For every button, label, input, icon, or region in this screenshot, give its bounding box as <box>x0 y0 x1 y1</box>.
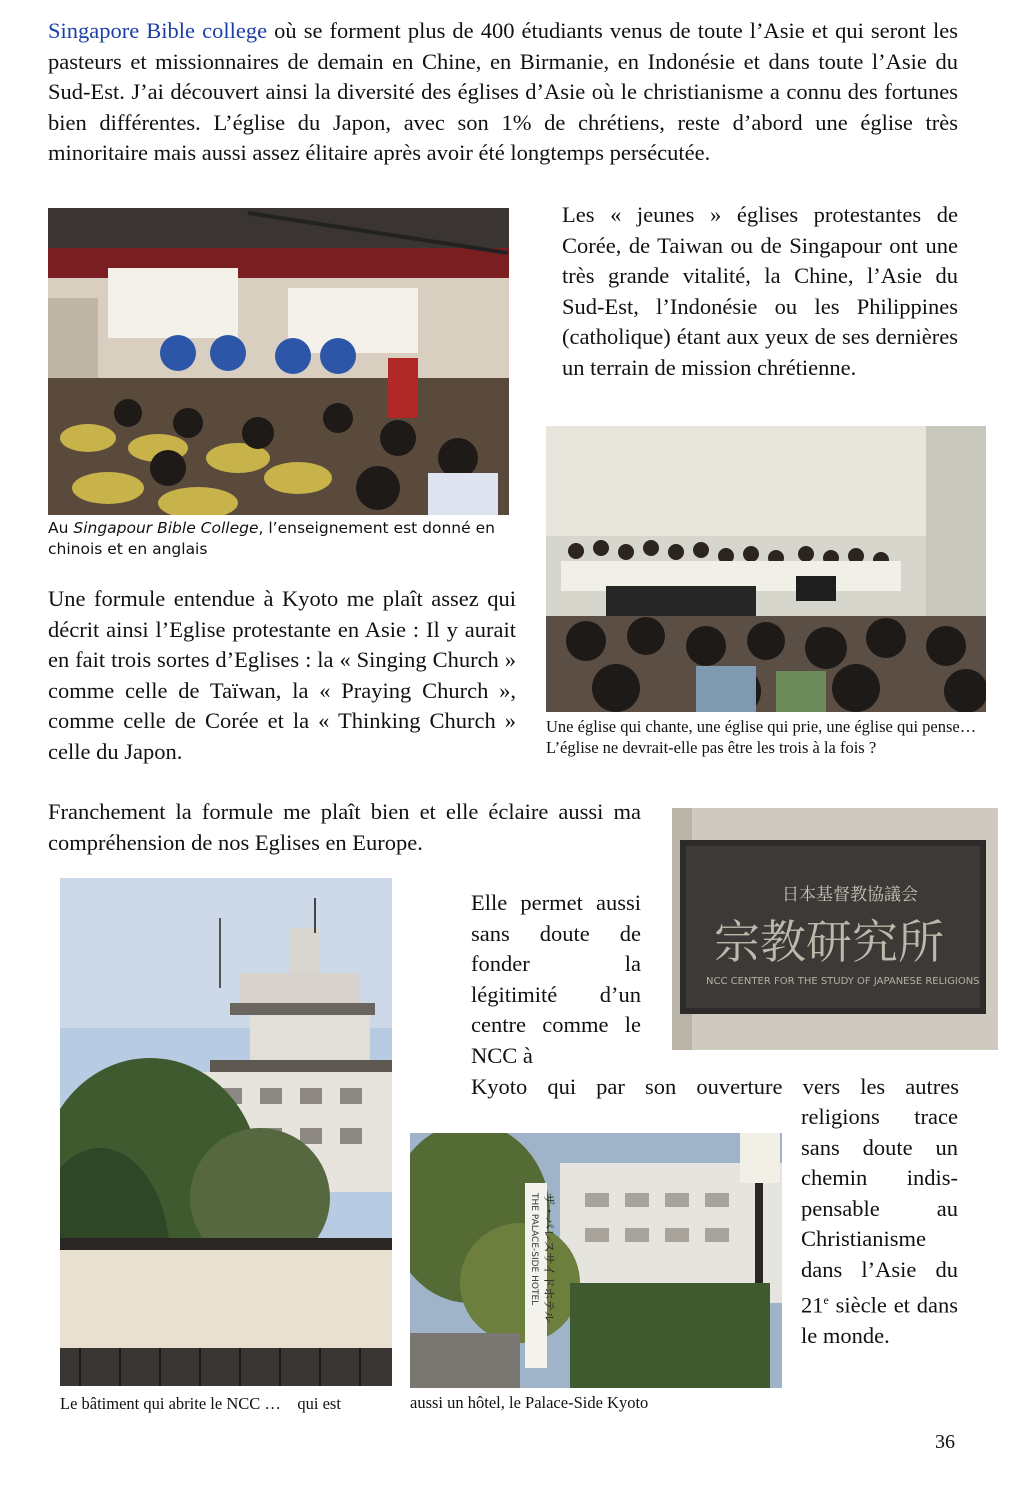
intro-paragraph <box>48 16 958 169</box>
kyoto-formula-paragraph: Une formule entendue à Kyoto me plaît assez qui décrit ainsi l’Eglise protestante en Asie : Il y aurait en fait trois sortes d’Eglises : la « Singing Church » comme celle de Taïwan, la « Praying Church », comme celle de Corée et la « Thinking Church » celle du Japon. <box>48 586 516 764</box>
caption-italic-college: Singapour Bible College <box>73 519 259 537</box>
elle-permet-paragraph: Elle permet aussi sans doute de fonder la légitimité d’un centre comme le NCC à <box>471 890 641 1068</box>
college-link[interactable]: Singapore Bible college <box>48 18 268 43</box>
hotel-caption: aussi un hôtel, le Palace-Side Kyoto <box>410 1393 649 1412</box>
intro-text: où se forment plus de 400 étudiants venus de toute l’Asie et qui seront les pasteurs et missionnaires de demain en Chine, en Birmanie, en Indonésie et dans toute l’Asie du Sud-Est. J’ai découvert ainsi la diversité des églises d’Asie où le christianisme a connu des fortunes bien différentes. L’église du Japon, avec son 1% de chrétiens, reste d’abord une église très minoritaire mais aussi assez élitaire après avoir été longtemps persécutée. <box>48 18 958 165</box>
plaque-line1: 日本基督教協議会 <box>782 885 918 905</box>
ncc-plaque-photo <box>672 808 998 1050</box>
choir-photo <box>546 426 986 712</box>
elle-permet-column: religions trace sans doute un chemin indis-pensable au Christianisme dans l’Asie du 21e siècle et dans le monde. <box>801 1104 958 1348</box>
elle-permet-wide-line: Kyoto qui par son ouverture vers les autres <box>471 1074 959 1099</box>
plaque-line2: 宗教研究所 <box>714 915 944 969</box>
franchement-paragraph: Franchement la formule me plaît bien et elle éclaire aussi ma compréhension de nos Eglises en Europe. <box>48 799 641 855</box>
page-number: 36 <box>935 1431 955 1453</box>
hotel-sign-text: THE PALACE-SIDE HOTEL <box>529 1193 539 1306</box>
choir-caption: Une église qui chante, une église qui prie, une église qui pense… L’église ne devrait-elle pas être les trois à la fois ? <box>546 717 977 757</box>
building-caption: Le bâtiment qui abrite le NCC … qui est <box>60 1394 341 1413</box>
palace-side-hotel-photo <box>410 1133 782 1388</box>
young-churches-paragraph: Les « jeunes » églises protestantes de Corée, de Taiwan ou de Singapour ont une très grande vitalité, la Chine, l’Asie du Sud-Est, l’Indonésie ou les Philippines (catholique) étant aux yeux de ses dernières un terrain de mission chrétienne. <box>562 202 958 380</box>
ncc-building-photo <box>60 878 392 1386</box>
lecture-hall-photo <box>48 208 509 515</box>
plaque-line3: NCC CENTER FOR THE STUDY OF JAPANESE RELIGIONS <box>706 976 980 987</box>
lecture-hall-caption: Au Singapour Bible College, l’enseignement est donné en chinois et en anglais <box>48 519 495 558</box>
hotel-sign-jp: ザ・パレスサイドホテル <box>542 1193 556 1323</box>
